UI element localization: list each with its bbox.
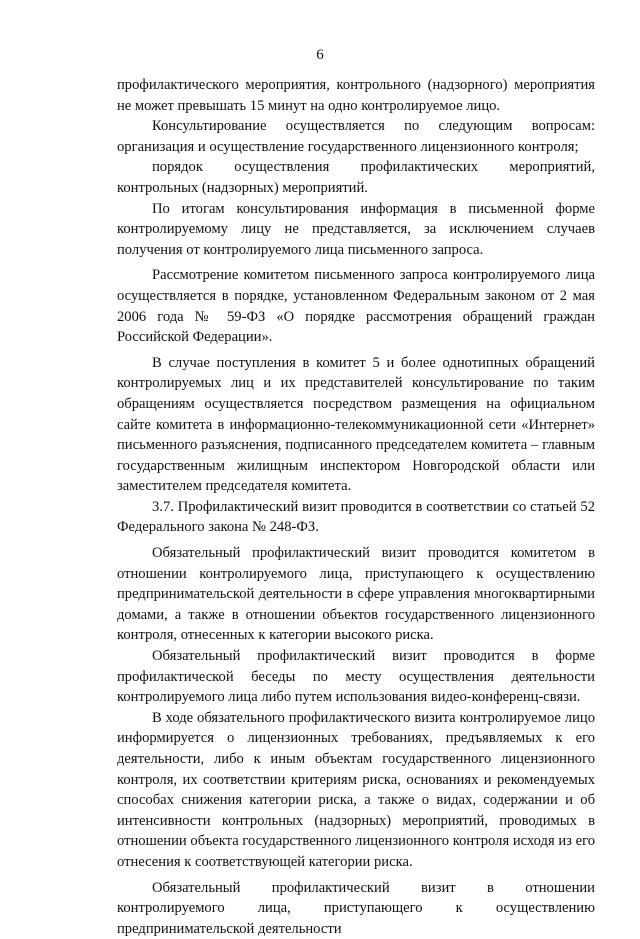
paragraph-continuation: профилактического мероприятия, контрольного (надзорного) мероприятия не может превышать 15 минут на одно контролируемое лицо.	[117, 77, 595, 114]
page-number: 6	[316, 47, 324, 63]
paragraph-visit-information: В ходе обязательного профилактического визита контролируемое лицо информируется о лицензионных требованиях, предъявляемых к его деятельности, либо к иным объектам государственного лицензионного контроля, их соответствии критериям риска, основаниях и рекомендуемых способах снижения категории риска, а также о видах, содержании и об интенсивности контрольных (надзорных) мероприятий, проводимых в отношении объекта государственного лицензионного контроля исходя из его отнесения к соответствующей категории риска.	[117, 709, 595, 870]
document-body	[117, 75, 595, 939]
paragraph-visit-new-entity: Обязательный профилактический визит в отношении контролируемого лица, приступающего к осуществлению предпринимательской деятельности	[117, 879, 595, 937]
paragraph-procedure: порядок осуществления профилактических мероприятий, контрольных (надзорных) мероприятий.	[117, 159, 595, 196]
paragraph-section-3-7: 3.7. Профилактический визит проводится в соответствии со статьей 52 Федерального закона № 248-ФЗ.	[117, 498, 595, 536]
paragraph-mandatory-visit: Обязательный профилактический визит проводится комитетом в отношении контролируемого лица, приступающего к осуществлению предпринимательской деятельности в сфере управления многоквартирными домами, а также в отношении объектов государственного лицензионного контроля, отнесенных к категории высокого риска.	[117, 545, 595, 644]
paragraph-written-request: Рассмотрение комитетом письменного запроса контролируемого лица осуществляется в порядке, установленном Федеральным законом от 2 мая 2006 года № 59-ФЗ «О порядке рассмотрения обращений граждан Российской Федерации».	[117, 267, 595, 346]
paragraph-bulk-requests: В случае поступления в комитет 5 и более однотипных обращений контролируемых лиц и их представителей консультирование по таким обращениям осуществляется посредством размещения на официальном сайте комитета в информационно-телекоммуникационной сети «Интернет» письменного разъяснения, подписанного председателем комитета – главным государственным жилищным инспектором Новгородской области или заместителем председателя комитета.	[117, 354, 595, 495]
paragraph-consultation-topics: Консультирование осуществляется по следующим вопросам: организация и осуществление государственного лицензионного контроля;	[117, 118, 595, 155]
paragraph-visit-form: Обязательный профилактический визит проводится в форме профилактической беседы по месту осуществления деятельности контролируемого лица либо путем использования видео-конференц-связи.	[117, 648, 595, 706]
paragraph-consultation-results: По итогам консультирования информация в письменной форме контролируемому лицу не представляется, за исключением случаев получения от контролируемого лица письменного запроса.	[117, 200, 595, 258]
